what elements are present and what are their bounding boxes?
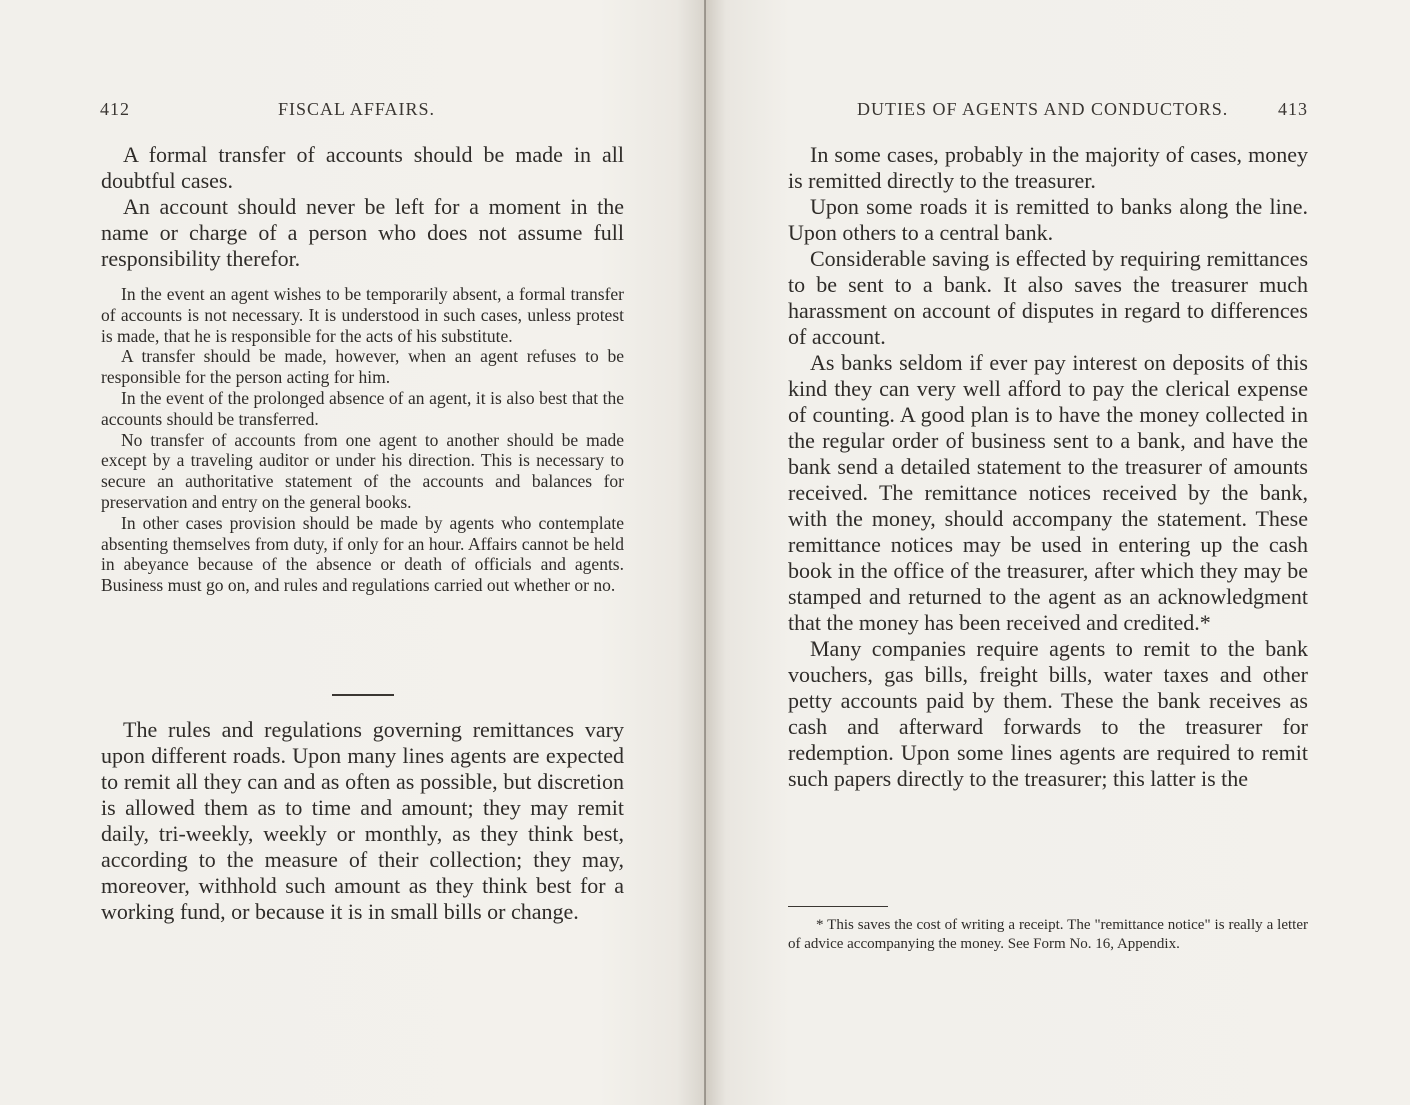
left-running-title: FISCAL AFFAIRS. xyxy=(278,99,436,119)
footnote-rule xyxy=(788,906,888,907)
right-paragraph-5: Many companies require agents to remit to the bank vouchers, gas bills, freight bills, water taxes and other petty accounts paid by them. These the bank receives as cash and afterward forwards to the treasurer for redemption. Upon some lines agents are required to remit such papers directly to the treasurer; this latter is the xyxy=(788,636,1308,791)
left-top-text xyxy=(101,142,624,272)
small-paragraph-4: No transfer of accounts from one agent to another should be made except by a traveling auditor or under his direction. This is necessary to secure an authoritative statement of the accounts and balances for preservation and entry on the general books. xyxy=(101,429,624,512)
right-paragraph-4: As banks seldom if ever pay interest on deposits of this kind they can very well afford to pay the clerical expense of counting. A good plan is to have the money collected in the regular order of business sent to a bank, and have the bank send a detailed statement to the treasurer of amounts received. The remittance notices received by the bank, with the money, should accompany the statement. These remittance notices may be used in entering up the cash book in the office of the treasurer, after which they may be stamped and returned to the agent as an acknowledgment that the money has been received and credited.* xyxy=(788,350,1308,635)
footnote-block xyxy=(788,906,1308,954)
right-paragraph-3: Considerable saving is effected by requiring remittances to be sent to a bank. It also saves the treasurer much harassment on account of disputes in regard to differences of account. xyxy=(788,246,1308,349)
left-paragraph-remittances: The rules and regulations governing remittances vary upon different roads. Upon many lines agents are expected to remit all they can and as often as possible, but discretion is allowed them as to time and amount; they may remit daily, tri-weekly, weekly or monthly, as they think best, according to the measure of their collection; they may, moreover, withhold such amount as they think best for a working fund, or because it is in small bills or change. xyxy=(101,717,624,924)
footnote-text: * This saves the cost of writing a receipt. The "remittance notice" is really a letter of advice accompanying the money. See Form No. 16, Appendix. xyxy=(788,917,1308,952)
right-body-text xyxy=(788,142,1308,792)
right-running-title: DUTIES OF AGENTS AND CONDUCTORS. xyxy=(857,99,1229,119)
left-paragraph-2: An account should never be left for a moment in the name or charge of a person who does not assume full responsibility therefor. xyxy=(101,194,624,271)
small-paragraph-5: In other cases provision should be made by agents who contemplate absenting themselves from duty, if only for an hour. Affairs cannot be held in abeyance because of the absence or death of officials and agents. Business must go on, and rules and regulations carried out whether or no. xyxy=(101,512,624,596)
right-paragraph-2: Upon some roads it is remitted to banks along the line. Upon others to a central bank. xyxy=(788,194,1308,245)
right-page-number: 413 xyxy=(1278,99,1308,119)
section-divider-wrap xyxy=(101,694,624,696)
left-small-text xyxy=(101,284,624,596)
section-divider xyxy=(332,694,394,696)
right-page xyxy=(705,0,1410,1105)
left-page-number: 412 xyxy=(100,99,130,119)
left-bottom-text xyxy=(101,717,624,925)
small-paragraph-1: In the event an agent wishes to be temporarily absent, a formal transfer of accounts is not necessary. It is understood in such cases, unless protest is made, that he is responsible for the acts of his substitute. xyxy=(101,284,624,346)
small-paragraph-3: In the event of the prolonged absence of an agent, it is also best that the accounts should be transferred. xyxy=(101,387,624,429)
book-gutter xyxy=(704,0,706,1105)
right-paragraph-1: In some cases, probably in the majority of cases, money is remitted directly to the treasurer. xyxy=(788,142,1308,193)
small-paragraph-2: A transfer should be made, however, when an agent refuses to be responsible for the person acting for him. xyxy=(101,346,624,388)
left-paragraph-1: A formal transfer of accounts should be made in all doubtful cases. xyxy=(101,142,624,193)
